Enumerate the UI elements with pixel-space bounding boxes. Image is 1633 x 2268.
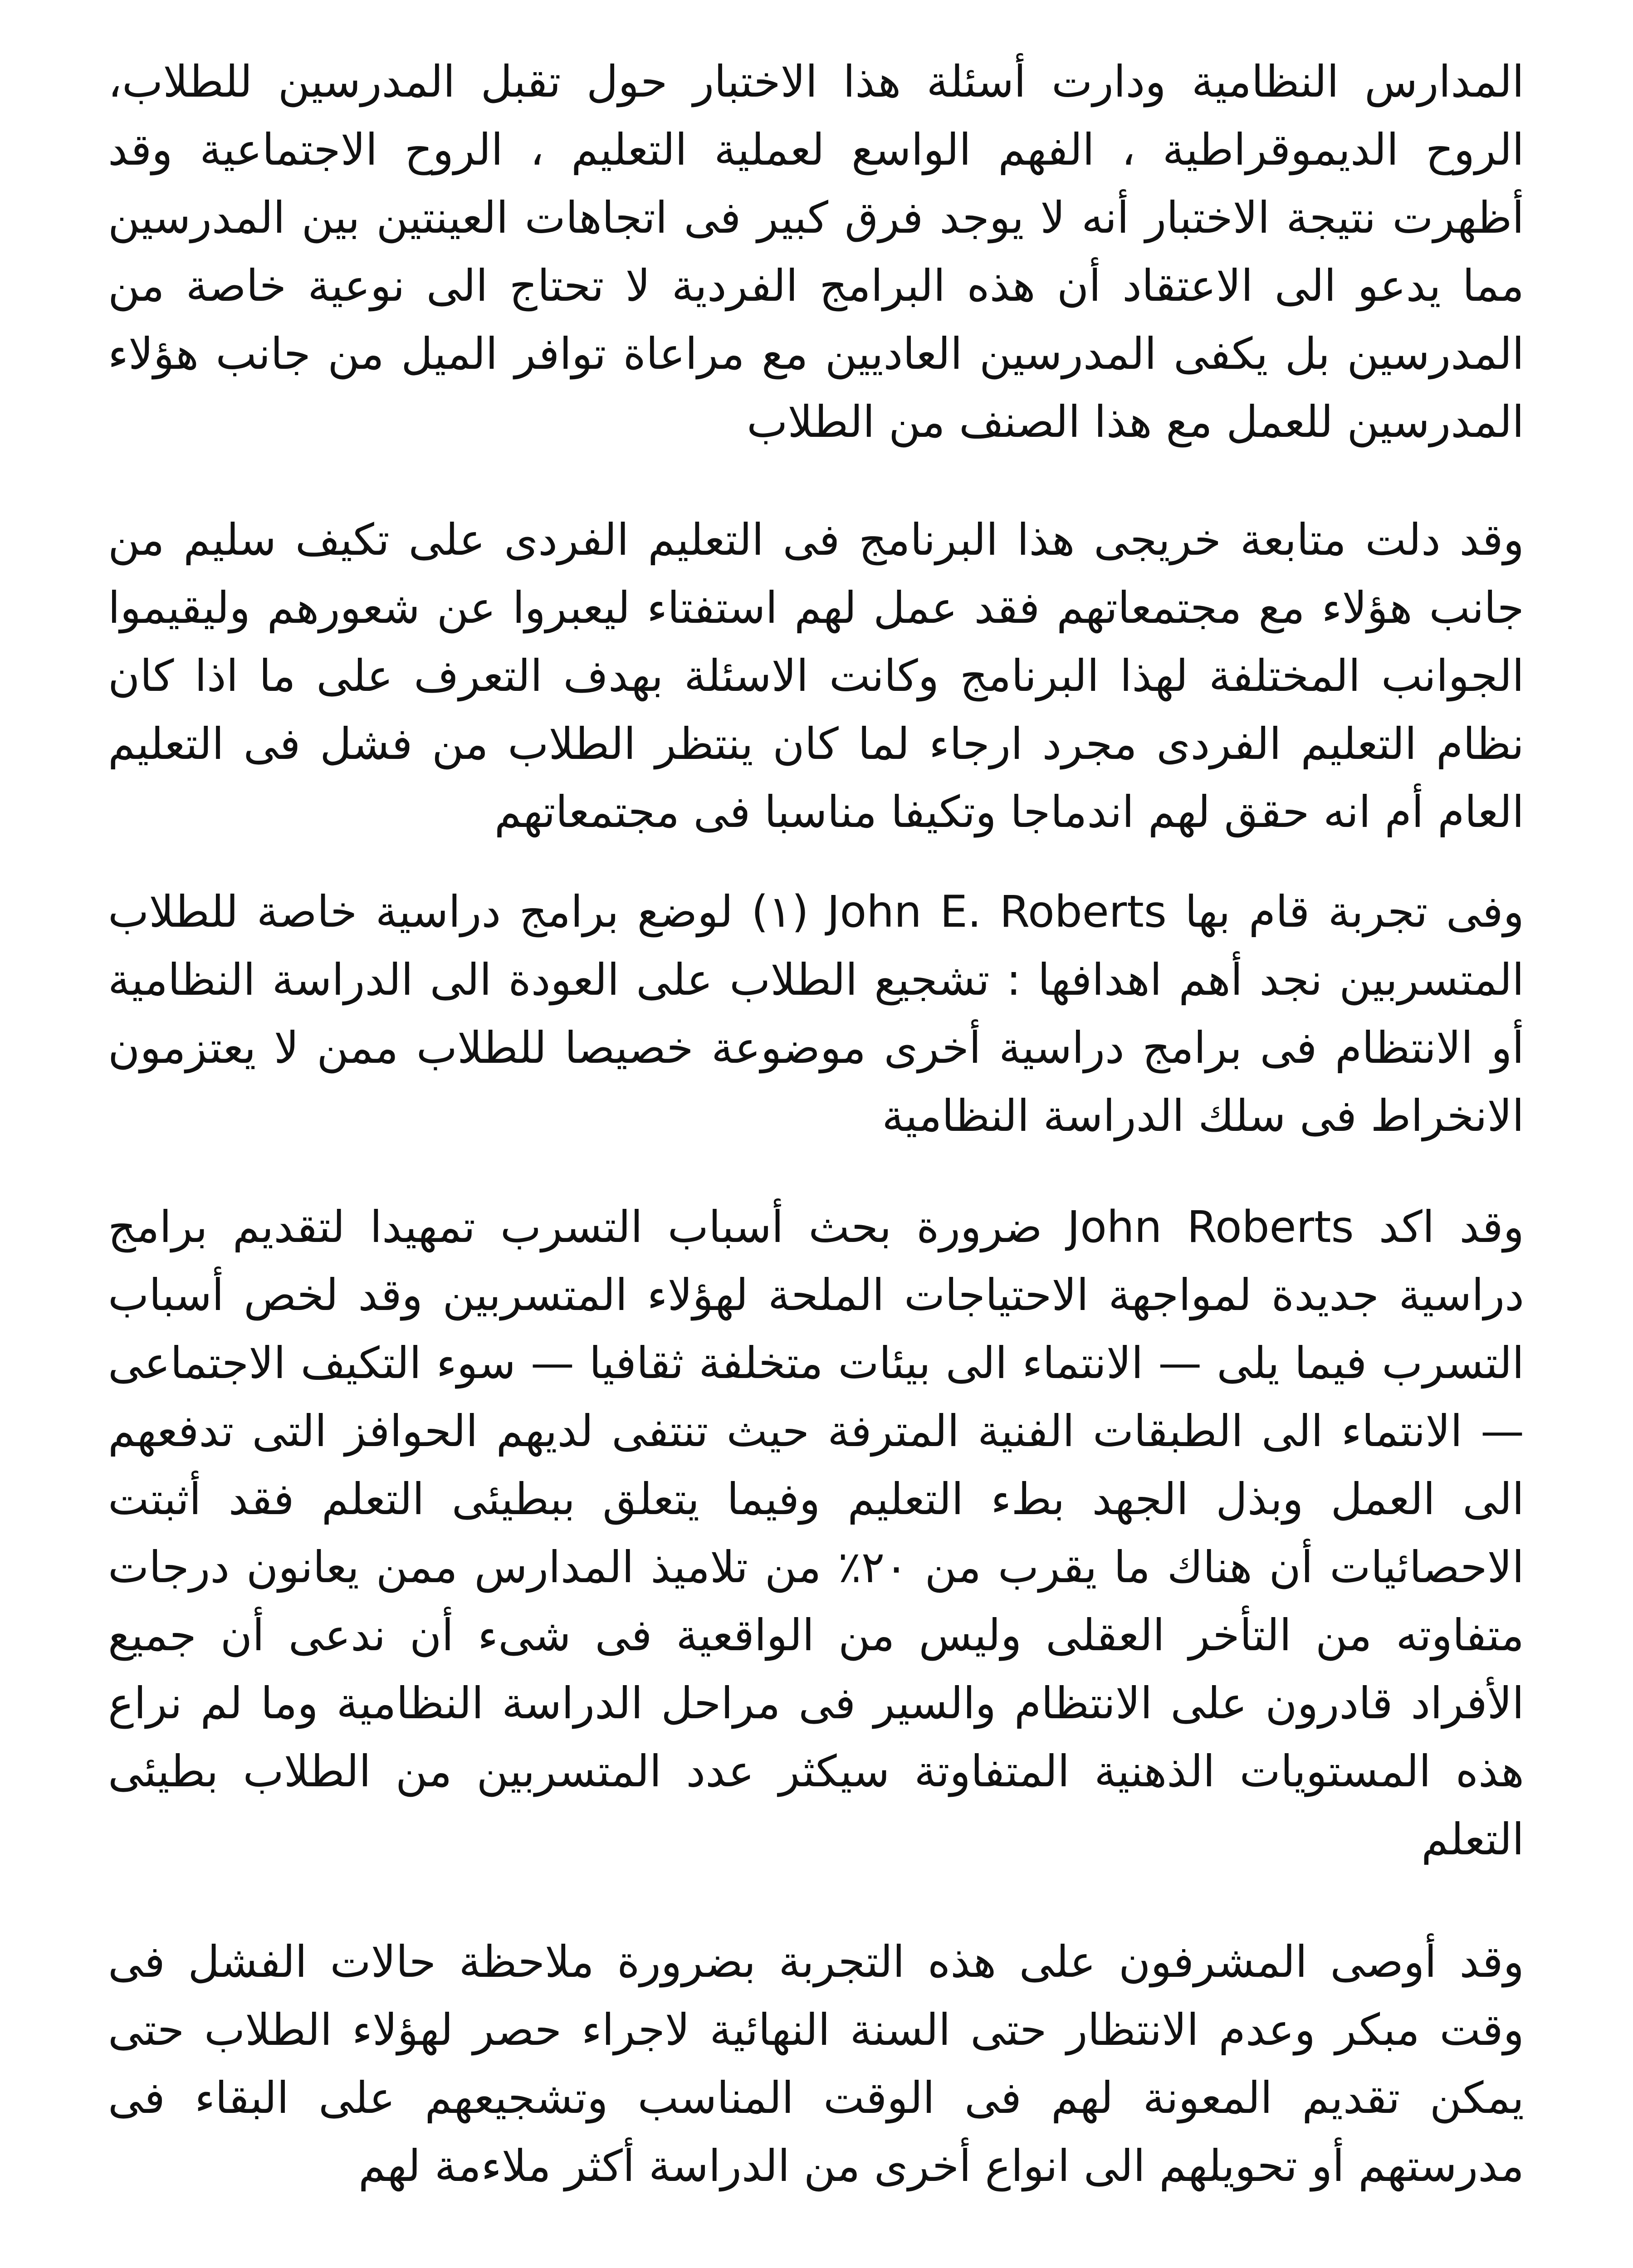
paragraph-4: وقد اكد John Roberts ضرورة بحث أسباب التسرب تمهيدا لتقديم برامج دراسية جديدة لمواجهة الاحتياجات الملحة لهؤلاء المتسربين وقد لخص أسباب التسرب فيما يلى — الانتماء الى بيئات متخلفة ثقافيا — سوء التكيف الاجتماعى — الانتماء الى الطبقات الفنية المترفة حيث تنتفى لديهم الحوافز التى تدفعهم الى العمل وبذل الجهد بطء التعليم وفيما يتعلق ببطيئى التعلم فقد أثبتت الاحصائيات أن هناك ما يقرب من ٢٠٪ من تلاميذ المدارس ممن يعانون درجات متفاوته من التأخر العقلى وليس من الواقعية فى شىء أن ندعى أن جميع الأفراد قادرون على الانتظام والسير فى مراحل الدراسة النظامية وما لم نراع هذه المستويات الذهنية المتفاوتة سيكثر عدد المتسربين من الطلاب بطيئى التعلم [108,1202,1525,1865]
paragraph-5: وقد أوصى المشرفون على هذه التجربة بضرورة ملاحظة حالات الفشل فى وقت مبكر وعدم الانتظار حتى السنة النهائية لاجراء حصر لهؤلاء الطلاب حتى يمكن تقديم المعونة لهم فى الوقت المناسب وتشجيعهم على البقاء فى مدرستهم أو تحويلهم الى انواع أخرى من الدراسة أكثر ملاءمة لهم [108,1936,1524,2191]
paragraph-1: المدارس النظامية ودارت أسئلة هذا الاختبار حول تقبل المدرسين للطلاب، الروح الديموقراطية ، الفهم الواسع لعملية التعليم ، الروح الاجتماعية وقد أظهرت نتيجة الاختبار أنه لا يوجد فرق كبير فى اتجاهات العينتين بين المدرسين مما يدعو الى الاعتقاد أن هذه البرامج الفردية لا تحتاج الى نوعية خاصة من المدرسين بل يكفى المدرسين العاديين مع مراعاة توافر الميل من جانب هؤلاء المدرسين للعمل مع هذا الصنف من الطلاب [108,56,1524,447]
paragraph-2: وقد دلت متابعة خريجى هذا البرنامج فى التعليم الفردى على تكيف سليم من جانب هؤلاء مع مجتمعاتهم فقد عمل لهم استفتاء ليعبروا عن شعورهم وليقيموا الجوانب المختلفة لهذا البرنامج وكانت الاسئلة بهدف التعرف على ما اذا كان نظام التعليم الفردى مجرد ارجاء لما كان ينتظر الطلاب من فشل فى التعليم العام أم انه حقق لهم اندماجا وتكيفا مناسبا فى مجتمعاتهم [108,514,1524,837]
paragraph-3: وفى تجربة قام بها John E. Roberts (١) لوضع برامج دراسية خاصة للطلاب المتسربين نجد أهم اهدافها : تشجيع الطلاب على العودة الى الدراسة النظامية أو الانتظام فى برامج دراسية أخرى موضوعة خصيصا للطلاب ممن لا يعتزمون الانخراط فى سلك الدراسة النظامية [108,886,1525,1141]
